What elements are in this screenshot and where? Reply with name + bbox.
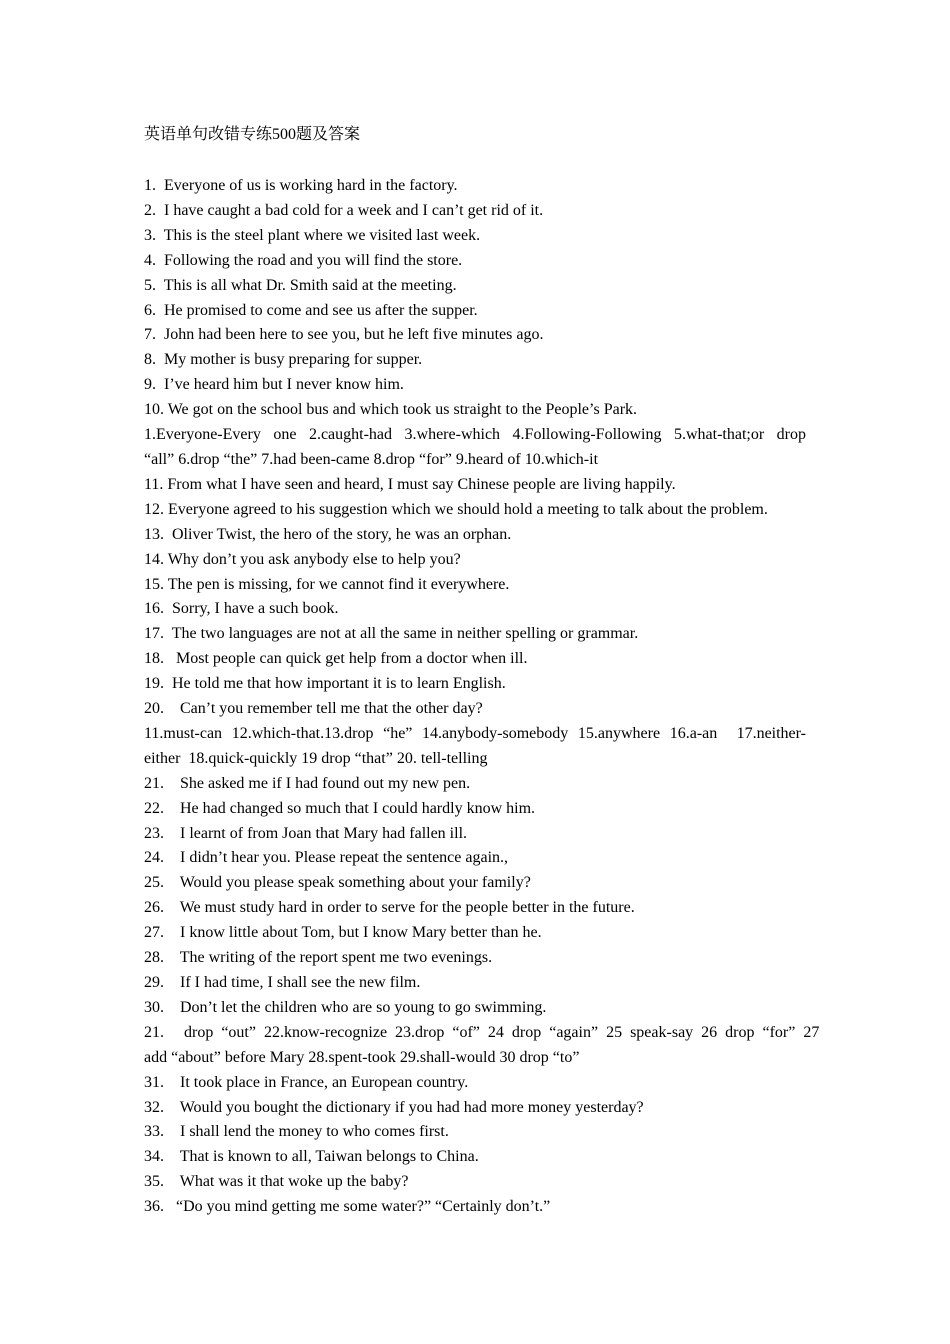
- answer-key: [144, 722, 806, 772]
- question-sentence: 8. My mother is busy preparing for supper.: [144, 351, 423, 369]
- question-sentence: 28. The writing of the report spent me two evenings.: [144, 949, 493, 967]
- question-sentence: 33. I shall lend the money to who comes first.: [144, 1123, 449, 1141]
- question-sentence: 14. Why don’t you ask anybody else to help you?: [144, 550, 461, 568]
- question-sentence: 20. Can’t you remember tell me that the other day?: [144, 700, 483, 718]
- question-sentence: 17. The two languages are not at all the same in neither spelling or grammar.: [144, 625, 639, 643]
- question-sentence: 15. The pen is missing, for we cannot find it everywhere.: [144, 575, 510, 593]
- question-sentence: 7. John had been here to see you, but he left five minutes ago.: [144, 326, 544, 344]
- question-sentence: 3. This is the steel plant where we visited last week.: [144, 226, 481, 244]
- question-sentence: 5. This is all what Dr. Smith said at the meeting.: [144, 276, 457, 294]
- question-sentence: 2. I have caught a bad cold for a week and I can’t get rid of it.: [144, 201, 544, 219]
- document-page: [144, 118, 820, 1220]
- question-sentence: 34. That is known to all, Taiwan belongs to China.: [144, 1148, 479, 1166]
- question-sentence: 4. Following the road and you will find the store.: [144, 251, 463, 269]
- answer-line: 1.Everyone-Every one 2.caught-had 3.where-which 4.Following-Following 5.what-that;or drop: [144, 426, 806, 444]
- question-sentence: 6. He promised to come and see us after the supper.: [144, 301, 478, 319]
- question-sentence: 18. Most people can quick get help from a doctor when ill.: [144, 650, 528, 668]
- answer-key: [144, 423, 806, 473]
- question-sentence: 26. We must study hard in order to serve for the people better in the future.: [144, 899, 635, 917]
- question-sentence: 27. I know little about Tom, but I know Mary better than he.: [144, 924, 542, 942]
- question-sentence: 35. What was it that woke up the baby?: [144, 1173, 409, 1191]
- title-spacer: [144, 152, 806, 174]
- question-sentence: 31. It took place in France, an European country.: [144, 1073, 469, 1091]
- answer-line: add “about” before Mary 28.spent-took 29.shall-would 30 drop “to”: [144, 1048, 580, 1066]
- question-sentence: 32. Would you bought the dictionary if you had had more money yesterday?: [144, 1098, 644, 1116]
- question-sentence: 36. “Do you mind getting me some water?” “Certainly don’t.”: [144, 1198, 551, 1216]
- question-sentence: 23. I learnt of from Joan that Mary had fallen ill.: [144, 824, 468, 842]
- answer-line: 21. drop “out” 22.know-recognize 23.drop “of” 24 drop “again” 25 speak-say 26 drop “for” 27: [144, 1023, 820, 1041]
- question-sentence: 24. I didn’t hear you. Please repeat the sentence again.,: [144, 849, 509, 867]
- question-sentence: 22. He had changed so much that I could hardly know him.: [144, 799, 536, 817]
- question-sentence: 25. Would you please speak something about your family?: [144, 874, 531, 892]
- question-sentence: 1. Everyone of us is working hard in the factory.: [144, 177, 458, 194]
- question-sentence: 29. If I had time, I shall see the new film.: [144, 974, 421, 991]
- question-sentence: 21. She asked me if I had found out my new pen.: [144, 774, 471, 792]
- document-title: 英语单句改错专练500题及答案: [144, 126, 361, 143]
- answer-key: [144, 1021, 820, 1071]
- question-sentence: 9. I’ve heard him but I never know him.: [144, 376, 404, 394]
- question-sentence: 10. We got on the school bus and which took us straight to the People’s Park.: [144, 401, 638, 419]
- question-sentence: 16. Sorry, I have a such book.: [144, 600, 339, 618]
- answer-line: 11.must-can 12.which-that.13.drop “he” 14.anybody-somebody 15.anywhere 16.a-an 17.neither-: [144, 724, 806, 742]
- question-sentence: 19. He told me that how important it is to learn English.: [144, 675, 506, 693]
- document-body: [144, 174, 820, 1220]
- question-sentence: 30. Don’t let the children who are so young to go swimming.: [144, 998, 547, 1016]
- question-sentence: 13. Oliver Twist, the hero of the story, he was an orphan.: [144, 525, 512, 543]
- question-sentence: 11. From what I have seen and heard, I must say Chinese people are living happily.: [144, 475, 676, 493]
- answer-line: either 18.quick-quickly 19 drop “that” 20. tell-telling: [144, 749, 488, 767]
- question-sentence: 12. Everyone agreed to his suggestion which we should hold a meeting to talk about the problem.: [144, 500, 768, 518]
- answer-line: “all” 6.drop “the” 7.had been-came 8.drop “for” 9.heard of 10.which-it: [144, 450, 599, 468]
